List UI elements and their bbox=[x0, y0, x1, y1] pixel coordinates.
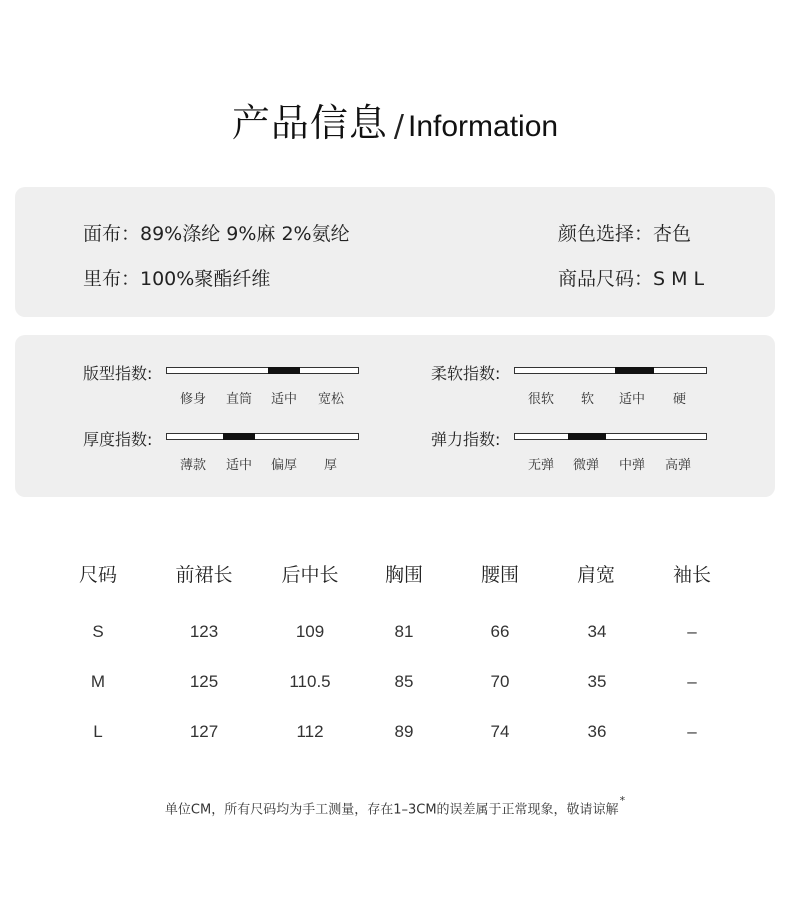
fabric-info: 面布：89%涤纶 9%麻 2%氨纶 bbox=[83, 223, 350, 245]
thickness-index-marker bbox=[223, 433, 255, 440]
table-cell: 81 bbox=[394, 622, 414, 641]
table-cell: 110.5 bbox=[289, 672, 331, 691]
softness-index-bar bbox=[514, 367, 707, 374]
table-cell: 70 bbox=[490, 672, 510, 691]
title-slash: / bbox=[393, 109, 405, 144]
thickness-index-option: 偏厚 bbox=[271, 458, 298, 473]
measurement-note-text: 单位CM，所有尺码均为手工测量，存在1–3CM的误差属于正常现象，敬请谅解 bbox=[164, 802, 619, 818]
basic-info-panel bbox=[15, 187, 775, 317]
table-cell: 34 bbox=[587, 622, 607, 641]
fit-index-bar bbox=[166, 367, 359, 374]
elasticity-index-marker bbox=[568, 433, 606, 440]
softness-index-marker bbox=[615, 367, 654, 374]
elasticity-index-bar bbox=[514, 433, 707, 440]
table-cell: 66 bbox=[490, 622, 510, 641]
table-cell: – bbox=[687, 722, 697, 741]
table-cell: – bbox=[687, 672, 697, 691]
elasticity-index-option: 高弹 bbox=[665, 458, 692, 473]
asterisk-mark: * bbox=[619, 794, 626, 807]
lining-info: 里布：100%聚酯纤维 bbox=[83, 268, 271, 290]
table-cell: L bbox=[93, 722, 103, 741]
elasticity-index-option: 无弹 bbox=[528, 458, 555, 473]
table-cell: – bbox=[687, 622, 697, 641]
thickness-index-label: 厚度指数: bbox=[83, 430, 153, 449]
col-header-back-length: 后中长 bbox=[281, 564, 339, 586]
thickness-index-option: 薄款 bbox=[180, 458, 207, 473]
fit-index-marker bbox=[268, 367, 300, 374]
table-cell: 85 bbox=[394, 672, 414, 691]
table-cell: M bbox=[90, 672, 106, 691]
softness-index-option: 硬 bbox=[673, 392, 687, 407]
fit-index-option: 直筒 bbox=[226, 392, 253, 407]
fit-index-option: 宽松 bbox=[318, 392, 345, 407]
softness-index-option: 很软 bbox=[528, 392, 555, 407]
color-info: 颜色选择：杏色 bbox=[558, 223, 692, 245]
col-header-size: 尺码 bbox=[78, 564, 118, 586]
measurement-note bbox=[0, 794, 790, 818]
title-english: Information bbox=[408, 110, 559, 143]
col-header-shoulder: 肩宽 bbox=[576, 564, 616, 586]
table-cell: 36 bbox=[587, 722, 607, 741]
table-cell: S bbox=[92, 622, 104, 641]
col-header-waist: 腰围 bbox=[480, 564, 520, 586]
softness-index-option: 软 bbox=[581, 392, 595, 407]
table-cell: 127 bbox=[189, 722, 219, 741]
thickness-index-option: 适中 bbox=[226, 458, 253, 473]
fit-index-label: 版型指数: bbox=[83, 364, 153, 383]
thickness-index-option: 厚 bbox=[324, 458, 338, 473]
softness-index-label: 柔软指数: bbox=[431, 364, 501, 383]
table-cell: 123 bbox=[189, 622, 219, 641]
index-panel bbox=[15, 335, 775, 497]
table-cell: 109 bbox=[295, 622, 325, 641]
elasticity-index-option: 微弹 bbox=[573, 458, 600, 473]
page-title bbox=[0, 92, 790, 147]
col-header-bust: 胸围 bbox=[384, 564, 424, 586]
thickness-index-bar bbox=[166, 433, 359, 440]
size-options-info: 商品尺码：S M L bbox=[558, 268, 705, 290]
title-chinese: 产品信息 bbox=[231, 101, 388, 145]
table-cell: 112 bbox=[296, 722, 324, 741]
elasticity-index-label: 弹力指数: bbox=[431, 430, 501, 449]
col-header-sleeve: 袖长 bbox=[672, 564, 712, 586]
table-cell: 74 bbox=[490, 722, 510, 741]
table-cell: 89 bbox=[394, 722, 414, 741]
col-header-front-length: 前裙长 bbox=[175, 564, 233, 586]
fit-index-option: 适中 bbox=[271, 392, 298, 407]
table-cell: 35 bbox=[587, 672, 607, 691]
elasticity-index-option: 中弹 bbox=[619, 458, 646, 473]
softness-index-option: 适中 bbox=[619, 392, 646, 407]
table-cell: 125 bbox=[189, 672, 219, 691]
fit-index-option: 修身 bbox=[180, 392, 207, 407]
